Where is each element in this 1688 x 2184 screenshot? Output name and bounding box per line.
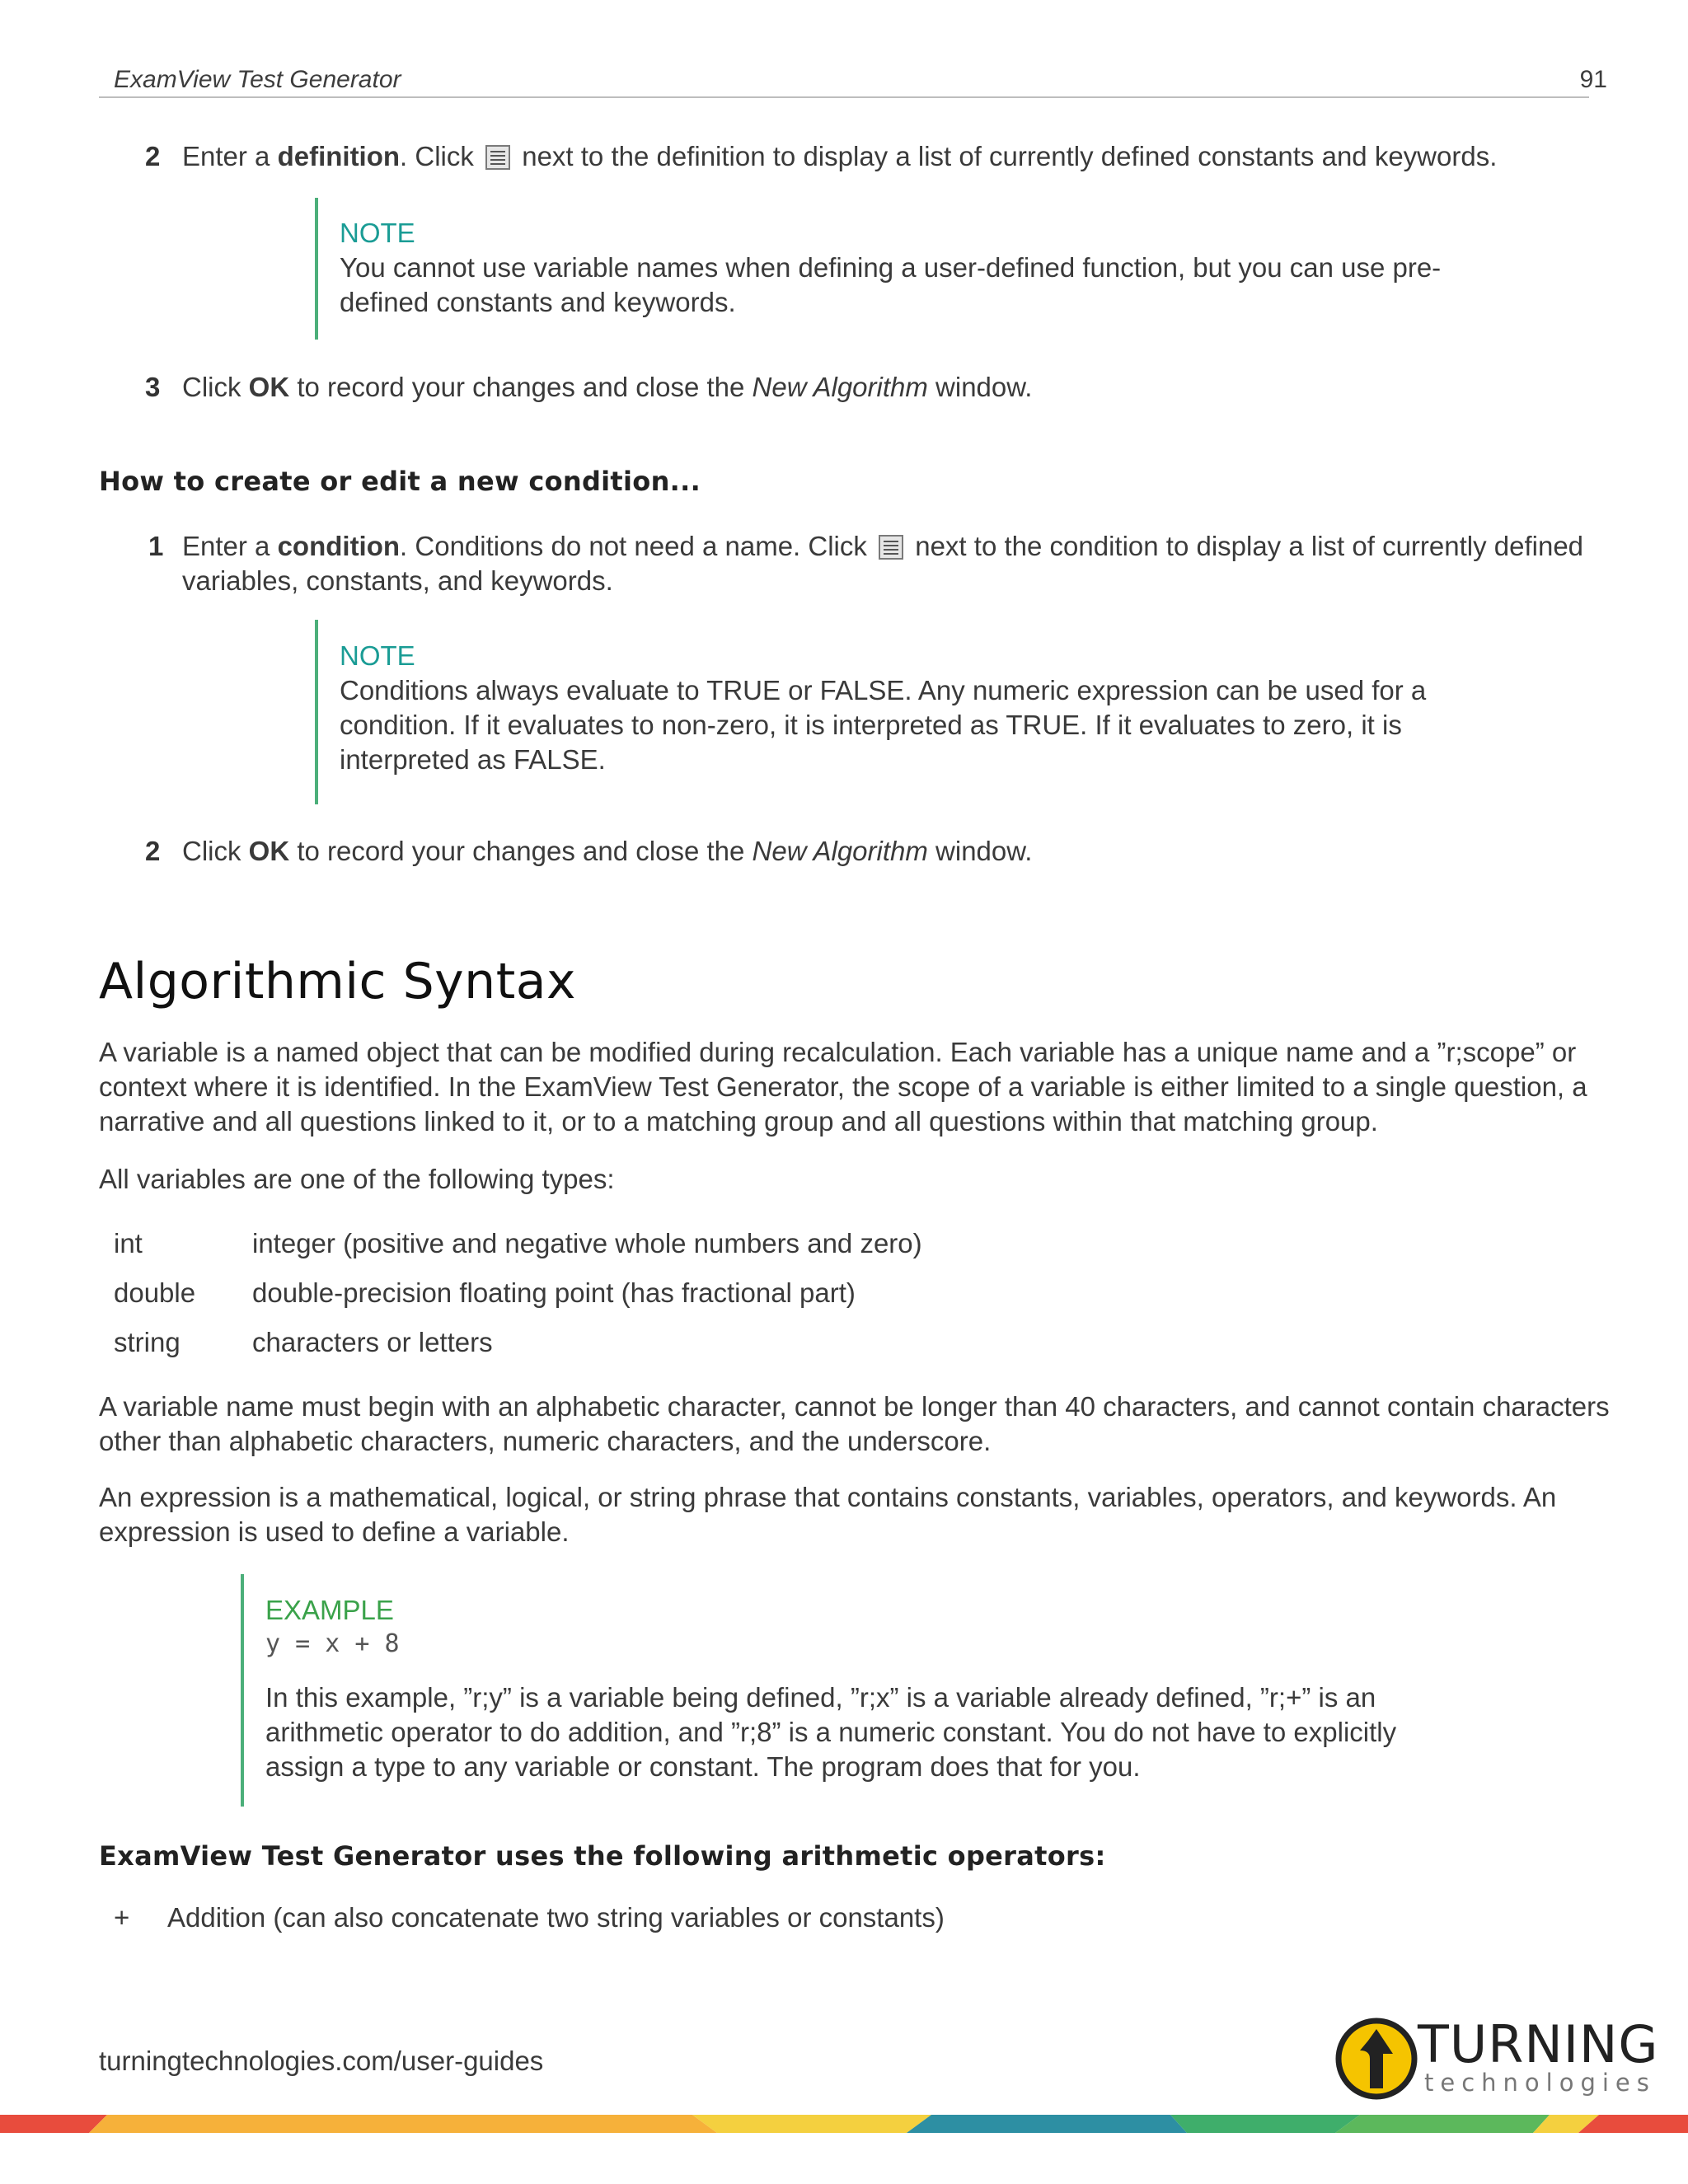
logo-word-turning: TURNING (1418, 2014, 1659, 2074)
operator-symbol: + (114, 1902, 130, 1933)
step-text-post: window. (927, 372, 1033, 402)
step-number: 3 (145, 372, 161, 402)
step-text-mid: to record your changes and close the (289, 372, 753, 402)
list-icon[interactable] (878, 534, 904, 560)
note-label: NOTE (340, 640, 415, 671)
step-text-mid: . Click (400, 141, 482, 171)
footer-color-stripe (0, 2115, 1688, 2139)
step-text-mid: . Conditions do not need a name. Click (400, 531, 875, 561)
list-icon[interactable] (485, 144, 511, 171)
note-text-line: defined constants and keywords. (340, 287, 736, 317)
step-text (182, 370, 1600, 405)
turning-logo-arrow-icon (1335, 2018, 1418, 2100)
intro-paragraph (99, 1035, 1615, 1139)
example-code: y = x + 8 (265, 1629, 400, 1658)
types-intro: All variables are one of the following types: (99, 1164, 615, 1194)
step-number: 1 (148, 531, 164, 561)
types-table (0, 1226, 1566, 1375)
example-text-line: In this example, ”r;y” is a variable being defined, ”r;x” is a variable already defined, ”r;+” is an (265, 1682, 1376, 1713)
logo-word-technologies: technologies (1424, 2069, 1656, 2097)
step-text-pre: Click (182, 372, 249, 402)
step-text-mid: to record your changes and close the (289, 836, 753, 866)
page-number: 91 (1579, 66, 1607, 93)
note-text-line: You cannot use variable names when defining a user-defined function, but you can use pre- (340, 252, 1442, 283)
condition-heading: How to create or edit a new condition... (99, 466, 701, 497)
step-text (182, 529, 1616, 598)
note-text-line: Conditions always evaluate to TRUE or FALSE. Any numeric expression can be used for a (340, 675, 1427, 705)
step-text-pre: Enter a (182, 141, 278, 171)
header-title: ExamView Test Generator (114, 66, 401, 93)
step-text (182, 139, 1600, 174)
operator-description: Addition (can also concatenate two string variables or constants) (167, 1902, 945, 1933)
type-description: integer (positive and negative whole numbers and zero) (252, 1228, 922, 1258)
step-text (182, 834, 1600, 869)
paragraph-line: expression is used to define a variable. (99, 1516, 570, 1547)
step-text-bold: condition (277, 531, 401, 561)
type-description: double-precision floating point (has fractional part) (252, 1277, 856, 1308)
footer-url: turningtechnologies.com/user-guides (99, 2046, 544, 2076)
naming-paragraph (99, 1390, 1632, 1459)
step-number: 2 (145, 836, 161, 866)
example-text-line: arithmetic operator to do addition, and ”r;8” is a numeric constant. You do not have to explicitly (265, 1717, 1397, 1747)
step-text-italic: New Algorithm (752, 836, 928, 866)
example-label: EXAMPLE (265, 1595, 394, 1625)
step-text-post: window. (927, 836, 1033, 866)
note-label: NOTE (340, 218, 415, 248)
note-text-line: condition. If it evaluates to non-zero, it is interpreted as TRUE. If it evaluates to zero, it is (340, 710, 1402, 740)
example-text-line: assign a type to any variable or constant. The program does that for you. (265, 1751, 1141, 1782)
step-text-bold: OK (248, 372, 290, 402)
expression-paragraph (99, 1480, 1632, 1549)
operators-heading: ExamView Test Generator uses the following arithmetic operators: (99, 1840, 1106, 1872)
type-name: int (114, 1228, 143, 1258)
example-box (241, 1574, 1461, 1807)
step-text-pre: Click (182, 836, 249, 866)
paragraph-line: other than alphabetic characters, numeric characters, and the underscore. (99, 1426, 992, 1456)
note-box (315, 198, 1493, 340)
paragraph-line: narrative and all questions linked to it, or to a matching group and all questions within that matching group. (99, 1106, 1378, 1137)
note-box (315, 620, 1493, 804)
step-text-bold: definition (277, 141, 401, 171)
step-text-bold: OK (248, 836, 290, 866)
type-name: string (114, 1327, 181, 1357)
section-title: Algorithmic Syntax (99, 953, 576, 1010)
step-text-line: variables, constants, and keywords. (182, 565, 613, 596)
step-text-pre: Enter a (182, 531, 278, 561)
turning-logo (1335, 2014, 1659, 2100)
paragraph-line: context where it is identified. In the ExamView Test Generator, the scope of a variable is either limited to a single question, a (99, 1071, 1587, 1102)
paragraph-line: A variable name must begin with an alphabetic character, cannot be longer than 40 characters, and cannot contain characters (99, 1391, 1610, 1422)
step-text-post: next to the definition to display a list of currently defined constants and keywords. (514, 141, 1498, 171)
step-text-post: next to the condition to display a list of currently defined (907, 531, 1584, 561)
paragraph-line: A variable is a named object that can be modified during recalculation. Each variable has a unique name and a ”r;scope” or (99, 1037, 1577, 1067)
type-name: double (114, 1277, 196, 1308)
step-number: 2 (145, 141, 161, 171)
paragraph-line: An expression is a mathematical, logical, or string phrase that contains constants, variables, operators, and keywords. An (99, 1482, 1557, 1512)
step-text-italic: New Algorithm (752, 372, 928, 402)
note-text-line: interpreted as FALSE. (340, 744, 606, 775)
type-description: characters or letters (252, 1327, 493, 1357)
header-rule (99, 96, 1589, 98)
